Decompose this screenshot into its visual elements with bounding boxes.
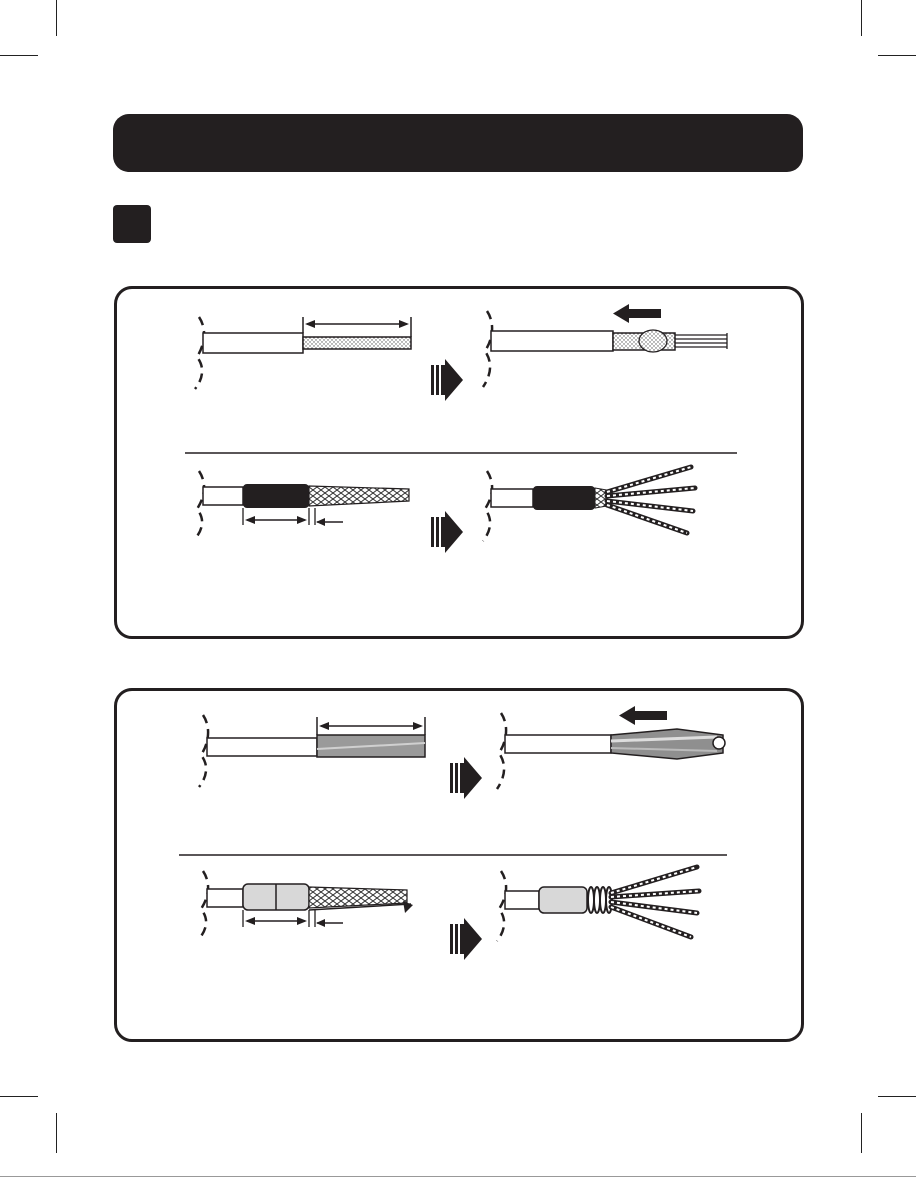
step-measure-strip (195, 317, 411, 389)
arrow-right-icon (450, 757, 482, 799)
crop-mark (0, 55, 38, 56)
arrow-right-icon (431, 511, 463, 553)
crop-mark (0, 1096, 38, 1097)
arrow-right-icon (450, 918, 482, 960)
pull-arrow-icon (613, 304, 661, 323)
crop-mark (878, 55, 916, 56)
crop-mark (861, 0, 862, 36)
crop-mark (56, 0, 57, 36)
page-bottom-rule (0, 1176, 916, 1177)
step-slide-jacket (497, 706, 725, 789)
step-wrap-foil (199, 871, 413, 939)
step-number-badge (113, 205, 151, 243)
dimension-arrow-icon (245, 917, 343, 927)
crop-mark (861, 1113, 862, 1153)
dimension-arrow-icon (305, 320, 409, 328)
step-measure-strip (199, 715, 425, 787)
step-fan-out (483, 467, 695, 541)
step-slide-jacket (483, 304, 727, 387)
step-wrap-shield (195, 471, 409, 539)
foil-cable-panel (114, 688, 804, 1042)
crop-mark (56, 1113, 57, 1153)
crop-mark (878, 1096, 916, 1097)
arrow-right-icon (431, 359, 463, 401)
section-header-bar (113, 114, 803, 172)
dimension-arrow-icon (319, 722, 423, 730)
shielded-cable-panel (114, 286, 804, 639)
pull-arrow-icon (619, 706, 667, 725)
step-fan-out (497, 867, 699, 941)
dimension-arrow-icon (245, 516, 343, 526)
